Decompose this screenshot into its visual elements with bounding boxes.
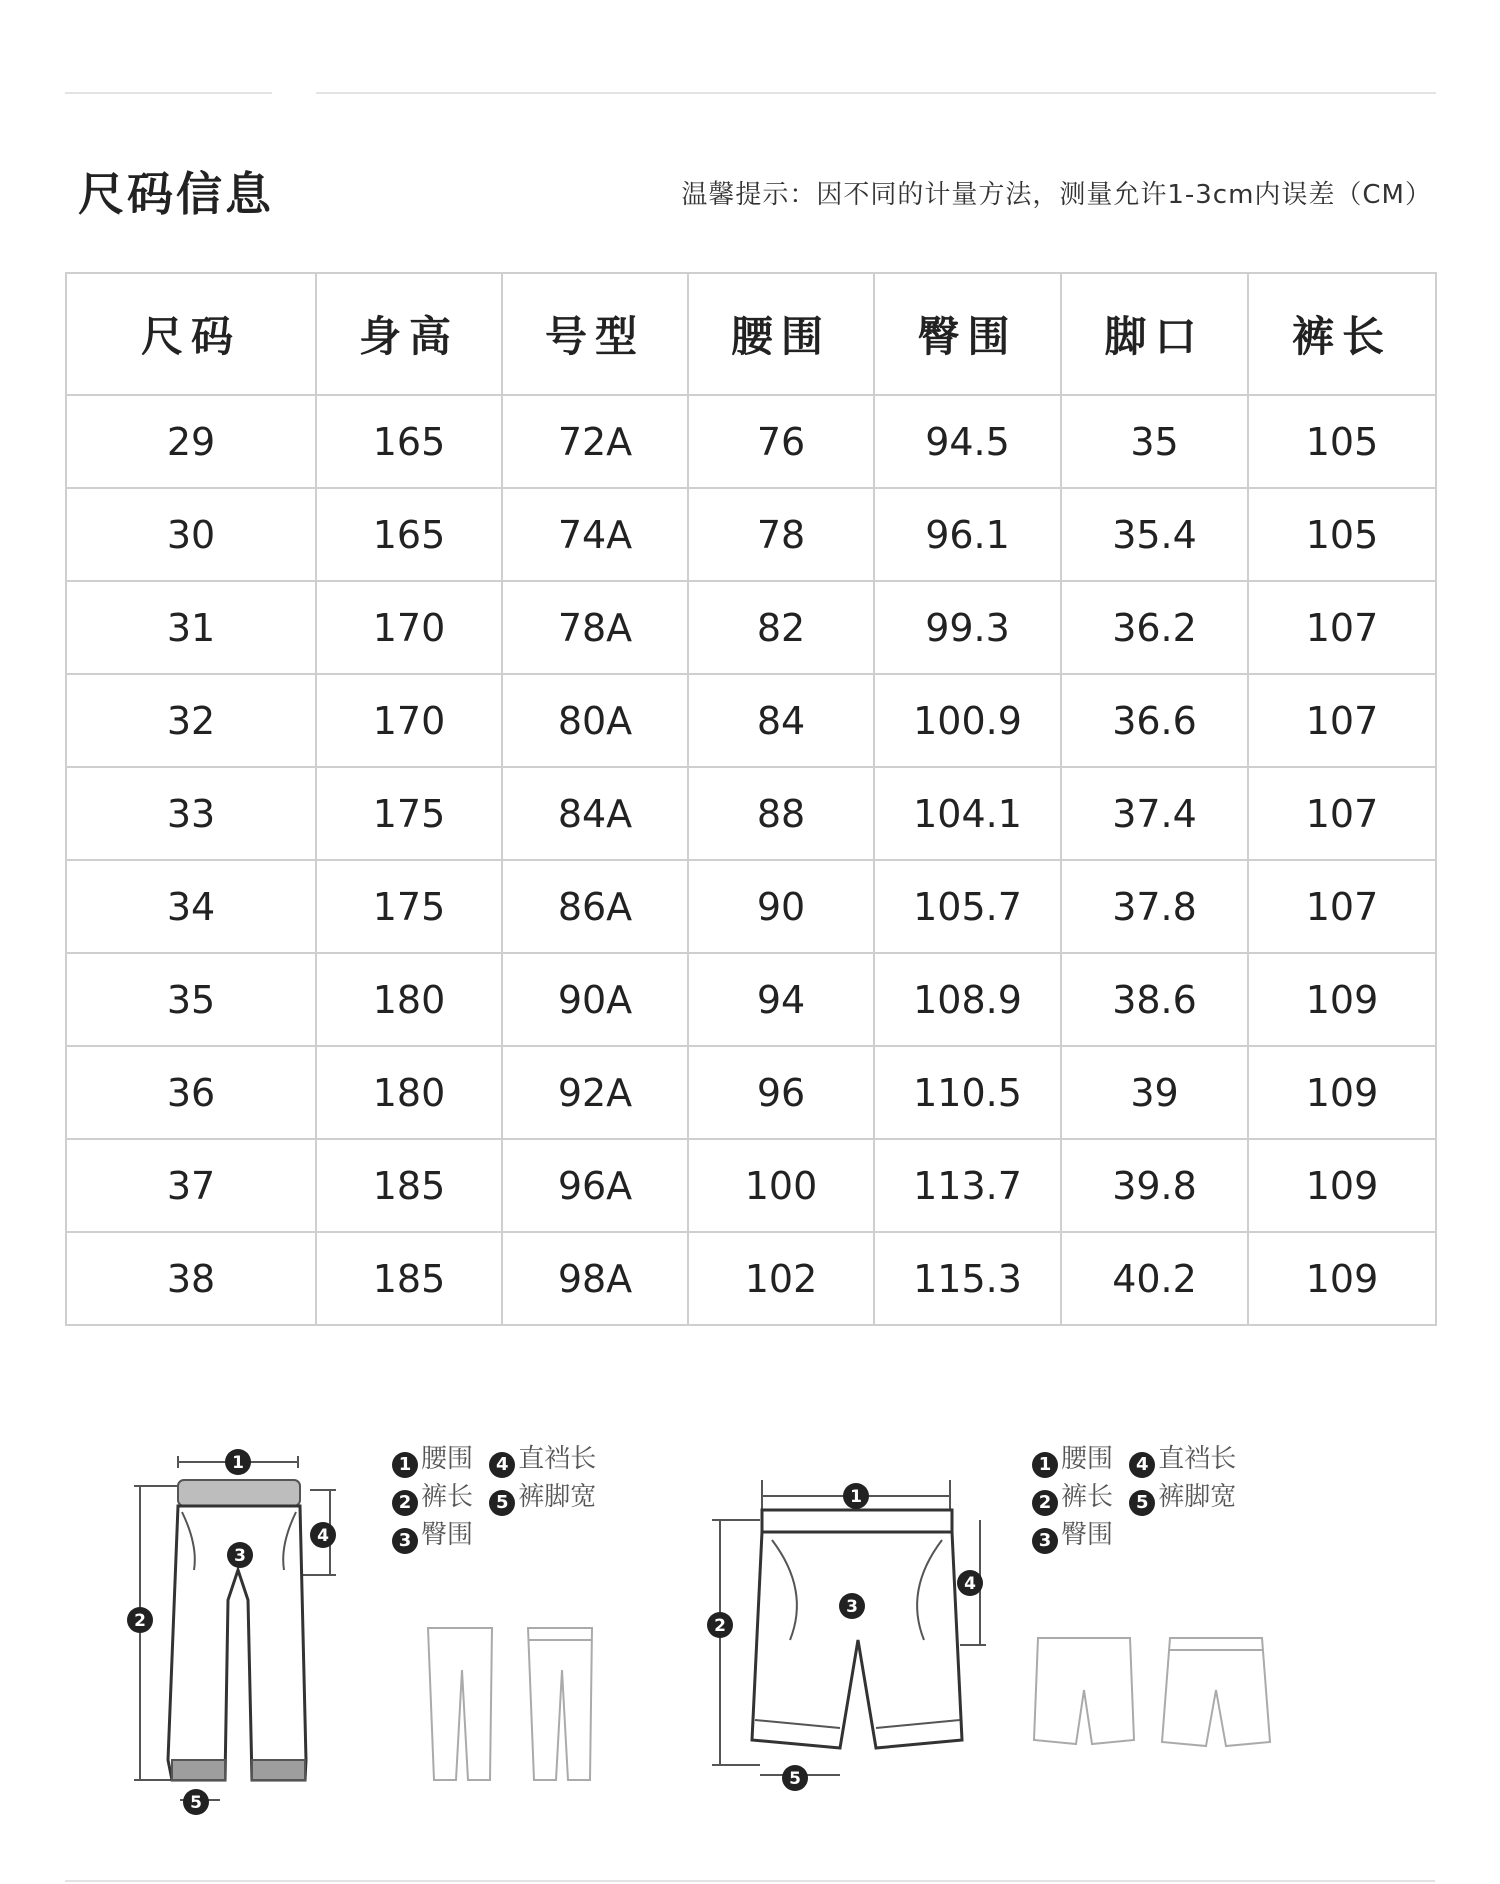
svg-text:1: 1 xyxy=(232,1453,244,1473)
cell-size: 29 xyxy=(66,395,316,488)
top-divider-right xyxy=(316,92,1436,94)
cell-fit-code: 74A xyxy=(502,488,688,581)
long-pants-illustration xyxy=(120,1440,360,1820)
cell-size: 31 xyxy=(66,581,316,674)
cell-hip: 110.5 xyxy=(874,1046,1061,1139)
cell-waist: 90 xyxy=(688,860,874,953)
pants-thumbnails xyxy=(420,1620,620,1790)
cell-height: 180 xyxy=(316,953,502,1046)
cell-length: 109 xyxy=(1248,953,1436,1046)
cell-waist: 78 xyxy=(688,488,874,581)
cell-hip: 104.1 xyxy=(874,767,1061,860)
shorts-legend: 1 腰围 4 直裆长 2 裤长 5 裤脚宽 3 臀围 xyxy=(1032,1440,1244,1554)
cell-fit-code: 90A xyxy=(502,953,688,1046)
svg-text:4: 4 xyxy=(317,1526,329,1546)
svg-text:5: 5 xyxy=(190,1793,202,1813)
svg-text:5: 5 xyxy=(789,1769,801,1789)
cell-length: 109 xyxy=(1248,1046,1436,1139)
cell-hem: 37.8 xyxy=(1061,860,1248,953)
table-row xyxy=(66,1139,1436,1232)
table-row xyxy=(66,488,1436,581)
cell-size: 30 xyxy=(66,488,316,581)
cell-hem: 38.6 xyxy=(1061,953,1248,1046)
cell-size: 33 xyxy=(66,767,316,860)
table-row xyxy=(66,767,1436,860)
cell-fit-code: 84A xyxy=(502,767,688,860)
cell-size: 36 xyxy=(66,1046,316,1139)
column-header-size: 尺码 xyxy=(66,273,316,395)
cell-hem: 39.8 xyxy=(1061,1139,1248,1232)
cell-waist: 94 xyxy=(688,953,874,1046)
table-header-row xyxy=(66,273,1436,395)
cell-hip: 115.3 xyxy=(874,1232,1061,1325)
svg-text:2: 2 xyxy=(134,1611,146,1631)
table-row xyxy=(66,1046,1436,1139)
table-row xyxy=(66,1232,1436,1325)
cell-hip: 105.7 xyxy=(874,860,1061,953)
cell-length: 107 xyxy=(1248,674,1436,767)
svg-text:4: 4 xyxy=(964,1574,976,1594)
column-header-height: 身高 xyxy=(316,273,502,395)
measurement-tip: 温馨提示：因不同的计量方法，测量允许1-3cm内误差（CM） xyxy=(681,180,1432,210)
column-header-hip: 臀围 xyxy=(874,273,1061,395)
cell-fit-code: 92A xyxy=(502,1046,688,1139)
cell-waist: 88 xyxy=(688,767,874,860)
svg-text:3: 3 xyxy=(846,1597,858,1617)
table-row xyxy=(66,674,1436,767)
pants-diagram xyxy=(120,1440,640,1820)
cell-height: 175 xyxy=(316,767,502,860)
cell-size: 37 xyxy=(66,1139,316,1232)
cell-height: 175 xyxy=(316,860,502,953)
size-table xyxy=(65,272,1437,1326)
cell-waist: 96 xyxy=(688,1046,874,1139)
column-header-fit-code: 号型 xyxy=(502,273,688,395)
pants-legend: 1 腰围 4 直裆长 2 裤长 5 裤脚宽 3 臀围 xyxy=(392,1440,604,1554)
cell-hem: 35.4 xyxy=(1061,488,1248,581)
top-divider-left xyxy=(65,92,272,94)
cell-waist: 102 xyxy=(688,1232,874,1325)
cell-length: 109 xyxy=(1248,1232,1436,1325)
shorts-thumbnails xyxy=(1030,1630,1290,1770)
cell-waist: 84 xyxy=(688,674,874,767)
cell-length: 105 xyxy=(1248,488,1436,581)
cell-hem: 39 xyxy=(1061,1046,1248,1139)
column-header-hem: 脚口 xyxy=(1061,273,1248,395)
cell-height: 170 xyxy=(316,581,502,674)
cell-waist: 100 xyxy=(688,1139,874,1232)
cell-length: 107 xyxy=(1248,860,1436,953)
cell-hip: 100.9 xyxy=(874,674,1061,767)
cell-fit-code: 96A xyxy=(502,1139,688,1232)
cell-hip: 113.7 xyxy=(874,1139,1061,1232)
table-row xyxy=(66,395,1436,488)
cell-hem: 35 xyxy=(1061,395,1248,488)
cell-size: 32 xyxy=(66,674,316,767)
page-title: 尺码信息 xyxy=(78,167,274,221)
cell-length: 105 xyxy=(1248,395,1436,488)
table-row xyxy=(66,953,1436,1046)
cell-size: 34 xyxy=(66,860,316,953)
table-row xyxy=(66,581,1436,674)
cell-height: 165 xyxy=(316,488,502,581)
svg-text:3: 3 xyxy=(234,1546,246,1566)
cell-fit-code: 72A xyxy=(502,395,688,488)
cell-hem: 40.2 xyxy=(1061,1232,1248,1325)
cell-fit-code: 86A xyxy=(502,860,688,953)
cell-hem: 37.4 xyxy=(1061,767,1248,860)
column-header-length: 裤长 xyxy=(1248,273,1436,395)
cell-height: 185 xyxy=(316,1232,502,1325)
cell-size: 38 xyxy=(66,1232,316,1325)
cell-fit-code: 80A xyxy=(502,674,688,767)
svg-text:2: 2 xyxy=(714,1616,726,1636)
cell-height: 180 xyxy=(316,1046,502,1139)
cell-length: 109 xyxy=(1248,1139,1436,1232)
table-row xyxy=(66,860,1436,953)
cell-length: 107 xyxy=(1248,581,1436,674)
cell-hip: 94.5 xyxy=(874,395,1061,488)
cell-height: 165 xyxy=(316,395,502,488)
cell-waist: 82 xyxy=(688,581,874,674)
cell-size: 35 xyxy=(66,953,316,1046)
cell-hip: 96.1 xyxy=(874,488,1061,581)
cell-hem: 36.6 xyxy=(1061,674,1248,767)
cell-height: 185 xyxy=(316,1139,502,1232)
cell-fit-code: 78A xyxy=(502,581,688,674)
cell-height: 170 xyxy=(316,674,502,767)
cell-hip: 108.9 xyxy=(874,953,1061,1046)
shorts-illustration xyxy=(700,1440,1000,1820)
cell-hem: 36.2 xyxy=(1061,581,1248,674)
shorts-diagram xyxy=(700,1440,1300,1820)
cell-length: 107 xyxy=(1248,767,1436,860)
bottom-divider xyxy=(65,1880,1435,1882)
table-body xyxy=(66,395,1436,1325)
column-header-waist: 腰围 xyxy=(688,273,874,395)
cell-fit-code: 98A xyxy=(502,1232,688,1325)
cell-waist: 76 xyxy=(688,395,874,488)
svg-text:1: 1 xyxy=(850,1487,862,1507)
cell-hip: 99.3 xyxy=(874,581,1061,674)
